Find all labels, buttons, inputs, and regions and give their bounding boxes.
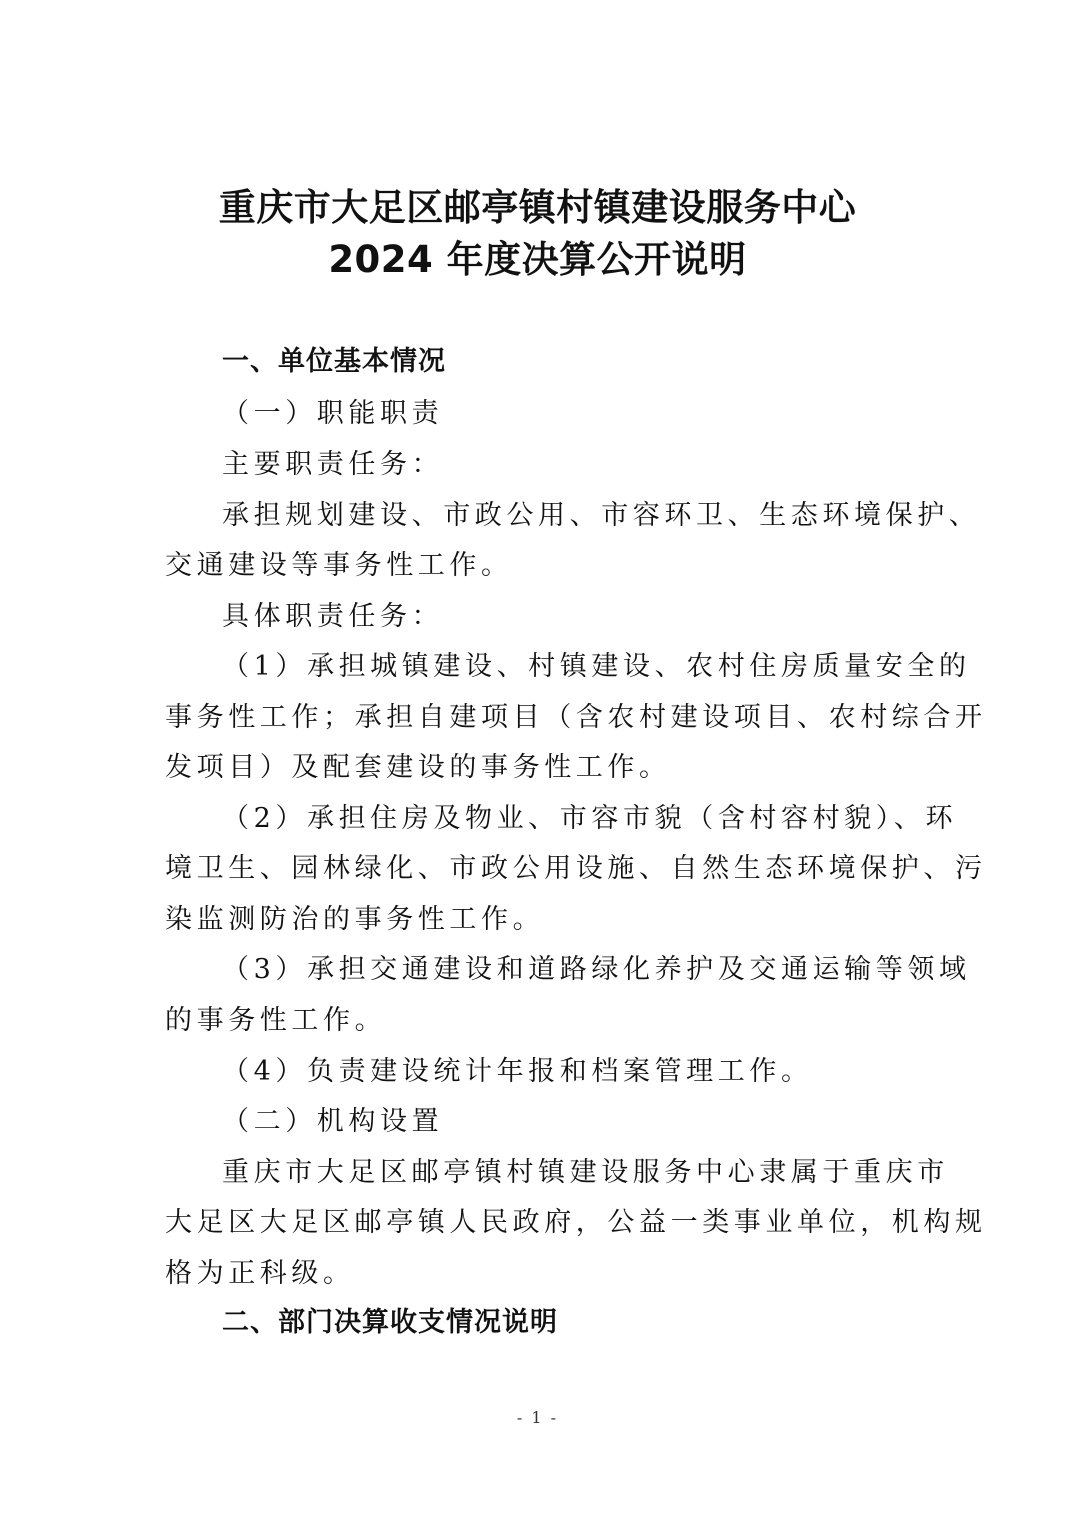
document-title-line1: 重庆市大足区邮亭镇村镇建设服务中心 (218, 186, 857, 229)
section2-heading: 二、部门决算收支情况说明 (222, 1307, 558, 1338)
item2-line3: 染监测防治的事务性工作。 (165, 904, 545, 935)
main-duty-line2: 交通建设等事务性工作。 (165, 550, 513, 581)
org-line3: 格为正科级。 (165, 1258, 355, 1289)
section1-heading: 一、单位基本情况 (222, 346, 446, 377)
specific-duty-label: 具体职责任务： (222, 601, 444, 632)
sub2-heading: （二）机构设置 (222, 1106, 444, 1137)
item2-line1: （2）承担住房及物业、市容市貌（含村容村貌）、环 (222, 803, 958, 834)
document-title-line2: 2024 年度决算公开说明 (328, 238, 747, 281)
item4-line1: （4）负责建设统计年报和档案管理工作。 (222, 1056, 813, 1087)
main-duty-line1: 承担规划建设、市政公用、市容环卫、生态环境保护、 (222, 500, 981, 531)
sub1-heading: （一）职能职责 (222, 398, 444, 429)
item2-line2: 境卫生、园林绿化、市政公用设施、自然生态环境保护、污 (165, 853, 987, 884)
item1-line1: （1）承担城镇建设、村镇建设、农村住房质量安全的 (222, 651, 971, 682)
org-line1: 重庆市大足区邮亭镇村镇建设服务中心隶属于重庆市 (222, 1157, 949, 1188)
org-line2: 大足区大足区邮亭镇人民政府，公益一类事业单位，机构规 (165, 1207, 987, 1238)
page-number: - 1 - (516, 1408, 559, 1427)
item1-line3: 发项目）及配套建设的事务性工作。 (165, 752, 671, 783)
main-duty-label: 主要职责任务： (222, 449, 444, 480)
item3-line2: 的事务性工作。 (165, 1005, 387, 1036)
item1-line2: 事务性工作；承担自建项目（含农村建设项目、农村综合开 (165, 702, 987, 733)
item3-line1: （3）承担交通建设和道路绿化养护及交通运输等领域 (222, 954, 971, 985)
